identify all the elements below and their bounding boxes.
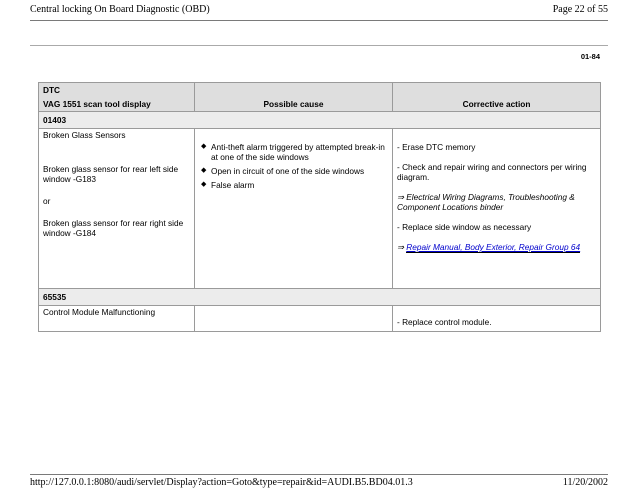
header-dtc: DTC <box>43 85 61 95</box>
section-number: 01-84 <box>580 52 600 61</box>
action-cell <box>393 129 601 289</box>
header-tool-display: VAG 1551 scan tool display <box>43 99 151 109</box>
dtc-code: 65535 <box>39 289 601 306</box>
display-text: or <box>43 196 51 206</box>
footer-url: http://127.0.0.1:8080/audi/servlet/Display?action=Goto&type=repair&id=AUDI.B5.BD04.01.3 <box>30 477 413 488</box>
wiring-diagrams-reference-text: Electrical Wiring Diagrams, Troubleshooting & Component Locations binder <box>397 192 575 212</box>
header-possible-cause: Possible cause <box>195 83 393 112</box>
dtc-table <box>38 82 601 332</box>
cause-text: False alarm <box>211 180 255 190</box>
document-header-title: Central locking On Board Diagnostic (OBD) <box>30 4 210 15</box>
display-cell <box>39 306 195 332</box>
arrow-right-icon: ⇒ <box>397 192 404 202</box>
action-check-wiring: - Check and repair wiring and connectors per wiring diagram. <box>397 162 587 182</box>
display-text: Broken glass sensor for rear left side window -G183 <box>43 164 179 184</box>
table-row <box>39 112 601 129</box>
action-erase-dtc: - Erase DTC memory <box>397 142 476 152</box>
diamond-bullet-icon: ◆ <box>201 181 207 188</box>
repair-manual-reference <box>397 242 596 252</box>
cause-cell <box>195 129 393 289</box>
cause-text: Open in circuit of one of the side windows <box>211 166 365 176</box>
action-replace-module: - Replace control module. <box>397 317 492 327</box>
list-item <box>199 142 388 162</box>
display-text: Broken glass sensor for rear right side window -G184 <box>43 218 184 238</box>
list-item <box>199 180 388 190</box>
display-text: Control Module Malfunctioning <box>43 307 156 317</box>
wiring-diagrams-reference <box>397 192 596 212</box>
diamond-bullet-icon: ◆ <box>201 143 207 150</box>
header-rule <box>30 20 608 21</box>
footer-date: 11/20/2002 <box>562 477 608 488</box>
dtc-code: 01403 <box>39 112 601 129</box>
table-row <box>39 306 601 332</box>
section-rule <box>30 45 608 46</box>
table-header-row <box>39 83 601 112</box>
footer-rule <box>30 474 608 475</box>
table-row <box>39 289 601 306</box>
page-number: Page 22 of 55 <box>552 4 608 15</box>
cause-list <box>199 142 388 190</box>
display-text: Broken Glass Sensors <box>43 130 126 140</box>
list-item <box>199 166 388 176</box>
display-cell <box>39 129 195 289</box>
table-row <box>39 129 601 289</box>
cause-text: Anti-theft alarm triggered by attempted break-in at one of the side windows <box>211 142 385 162</box>
cause-cell <box>195 306 393 332</box>
repair-manual-link[interactable]: Repair Manual, Body Exterior, Repair Group 64 <box>406 242 581 252</box>
action-cell <box>393 306 601 332</box>
header-dtc-tool <box>39 83 195 112</box>
diamond-bullet-icon: ◆ <box>201 167 207 174</box>
header-corrective-action: Corrective action <box>393 83 601 112</box>
arrow-right-icon: ⇒ <box>397 242 404 252</box>
action-replace-window: - Replace side window as necessary <box>397 222 532 232</box>
